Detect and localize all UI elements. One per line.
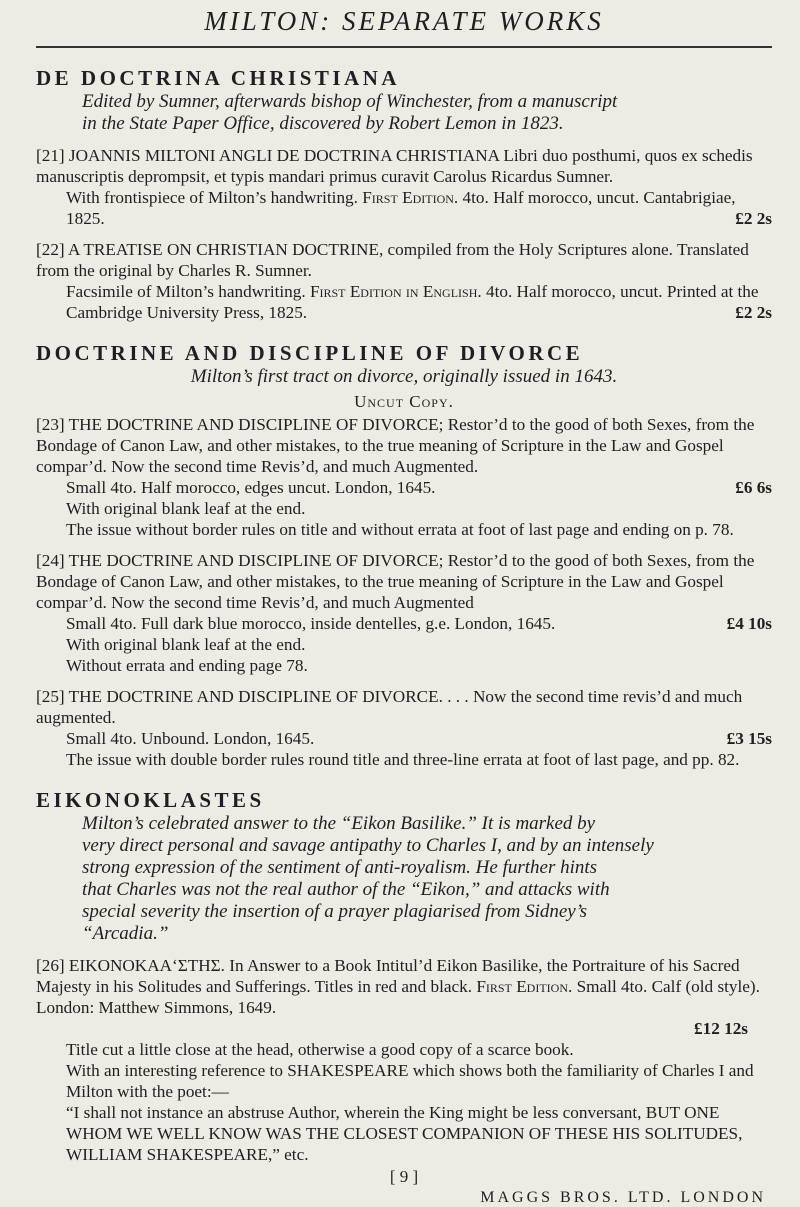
head-rule	[36, 46, 772, 48]
entry-25	[36, 686, 772, 770]
entry-21-detail	[36, 187, 772, 229]
section-subtitle-doctrina-2: in the State Paper Office, discovered by Robert Lemon in 1823.	[82, 113, 564, 134]
entry-21-price: £2 2s	[735, 209, 772, 228]
entry-22-price: £2 2s	[735, 303, 772, 322]
entry-23-text: [23] THE DOCTRINE AND DISCIPLINE OF DIVORCE; Restor’d to the good of both Sexes, from the Bondage of Canon Law, and other mistakes, to the true meaning of Scripture in the Law and Gospel compar’d. Now the second time Revis’d, and much Augmented.	[36, 415, 755, 476]
page-number: [ 9 ]	[389, 1167, 419, 1186]
entry-21	[36, 145, 772, 229]
entry-23-note-1: With original blank leaf at the end.	[66, 499, 306, 518]
entry-24-detail-line	[36, 613, 772, 634]
entry-23-detail-line	[36, 477, 772, 498]
entry-24	[36, 550, 772, 676]
uncut-copy-label: Uncut Copy.	[354, 392, 454, 411]
entry-25-detail-line	[36, 728, 772, 749]
entry-26-detail: Small 4to. Calf (old style). London: Matthew Simmons, 1649.	[36, 977, 760, 1017]
entry-23-detail: Small 4to. Half morocco, edges uncut. London, 1645.	[66, 478, 436, 497]
entry-24-detail: Small 4to. Full dark blue morocco, inside dentelles, g.e. London, 1645.	[66, 614, 556, 633]
section-subtitle-divorce: Milton’s first tract on divorce, originally issued in 1643.	[190, 366, 618, 387]
section-subtitle-eikon-5: special severity the insertion of a prayer plagiarised from Sidney’s	[82, 901, 588, 922]
entry-21-edition: First Edition.	[362, 188, 459, 207]
entry-24-price: £4 10s	[726, 614, 772, 633]
entry-26-text-block	[36, 955, 772, 1018]
entry-21-detail-b: 4to. Half morocco, uncut. Cantabrigiae, 1825.	[66, 188, 736, 228]
section-subtitle-eikon-1: Milton’s celebrated answer to the “Eikon Basilike.” It is marked by	[82, 813, 596, 834]
entry-26-price: £12 12s	[694, 1019, 748, 1038]
entry-24-note-1: With original blank leaf at the end.	[66, 635, 306, 654]
entry-21-detail-a: With frontispiece of Milton’s handwriting.	[66, 188, 358, 207]
section-subtitle-eikon-4: that Charles was not the real author of the “Eikon,” and attacks with	[82, 879, 610, 900]
entry-26-edition: First Edition.	[476, 977, 573, 996]
entry-26-text: [26] EIKONOKAA‘ΣTHΣ. In Answer to a Book Intitul’d Eikon Basilike, the Portraiture of his Sacred Majesty in his Solitudes and Sufferings. Titles in red and black.	[36, 956, 740, 996]
entry-26-quote: “I shall not instance an abstruse Author, wherein the King might be less conversant, BUT ONE WHOM WE WELL KNOW WAS THE CLOSEST COMPANION OF THESE HIS SOLITUDES, WILLIAM SHAKESPEARE,” etc.	[66, 1103, 743, 1164]
entry-26-note-2: With an interesting reference to SHAKESPEARE which shows both the familiarity of Charles I and Milton with the poet:—	[66, 1061, 754, 1101]
entry-25-price: £3 15s	[726, 729, 772, 748]
entry-25-text: [25] THE DOCTRINE AND DISCIPLINE OF DIVORCE. . . . Now the second time revis’d and much augmented.	[36, 687, 743, 727]
section-title-eikon: EIKONOKLASTES	[36, 788, 265, 812]
entry-22-detail-a: Facsimile of Milton’s handwriting.	[66, 282, 306, 301]
entry-22-detail	[36, 281, 772, 323]
entry-22-text: [22] A TREATISE ON CHRISTIAN DOCTRINE, compiled from the Holy Scriptures alone. Translated from the original by Charles R. Sumner.	[36, 240, 749, 280]
entry-23	[36, 414, 772, 540]
entry-26-note-1: Title cut a little close at the head, otherwise a good copy of a scarce book.	[66, 1040, 574, 1059]
publisher-footer: MAGGS BROS. LTD. LONDON	[480, 1189, 766, 1206]
section-subtitle-eikon-3: strong expression of the sentiment of anti-royalism. He further hints	[82, 857, 598, 878]
entry-22	[36, 239, 772, 323]
entry-23-note-2: The issue without border rules on title and without errata at foot of last page and ending on p. 78.	[66, 520, 734, 539]
entry-25-detail: Small 4to. Unbound. London, 1645.	[66, 729, 315, 748]
entry-22-detail-b: 4to. Half morocco, uncut. Printed at the Cambridge University Press, 1825.	[66, 282, 759, 322]
entry-24-text: [24] THE DOCTRINE AND DISCIPLINE OF DIVORCE; Restor’d to the good of both Sexes, from the Bondage of Canon Law, and other mistakes, to the true meaning of Scripture in the Law and Gospel compar’d. Now the second time Revis’d, and much Augmented	[36, 551, 755, 612]
entry-25-note-1: The issue with double border rules round title and three-line errata at foot of last page, and pp. 82.	[66, 750, 740, 769]
section-subtitle-doctrina-1: Edited by Sumner, afterwards bishop of Winchester, from a manuscript	[82, 91, 618, 112]
entry-22-edition: First Edition in English.	[309, 282, 482, 301]
entry-24-note-2: Without errata and ending page 78.	[66, 656, 308, 675]
entry-21-text: [21] JOANNIS MILTONI ANGLI DE DOCTRINA CHRISTIANA Libri duo posthumi, quos ex schedis manuscriptis deprompsit, et typis mandari primus curavit Carolus Ricardus Sumner.	[36, 146, 753, 186]
section-subtitle-eikon-2: very direct personal and savage antipathy to Charles I, and by an intensely	[82, 835, 654, 856]
section-title-doctrina: DE DOCTRINA CHRISTIANA	[36, 66, 401, 90]
section-title-divorce: DOCTRINE AND DISCIPLINE OF DIVORCE	[36, 341, 584, 365]
entry-26	[36, 955, 772, 1165]
entry-23-price: £6 6s	[735, 478, 772, 497]
running-head: MILTON: SEPARATE WORKS	[204, 6, 604, 36]
section-subtitle-eikon-6: “Arcadia.”	[82, 923, 169, 944]
